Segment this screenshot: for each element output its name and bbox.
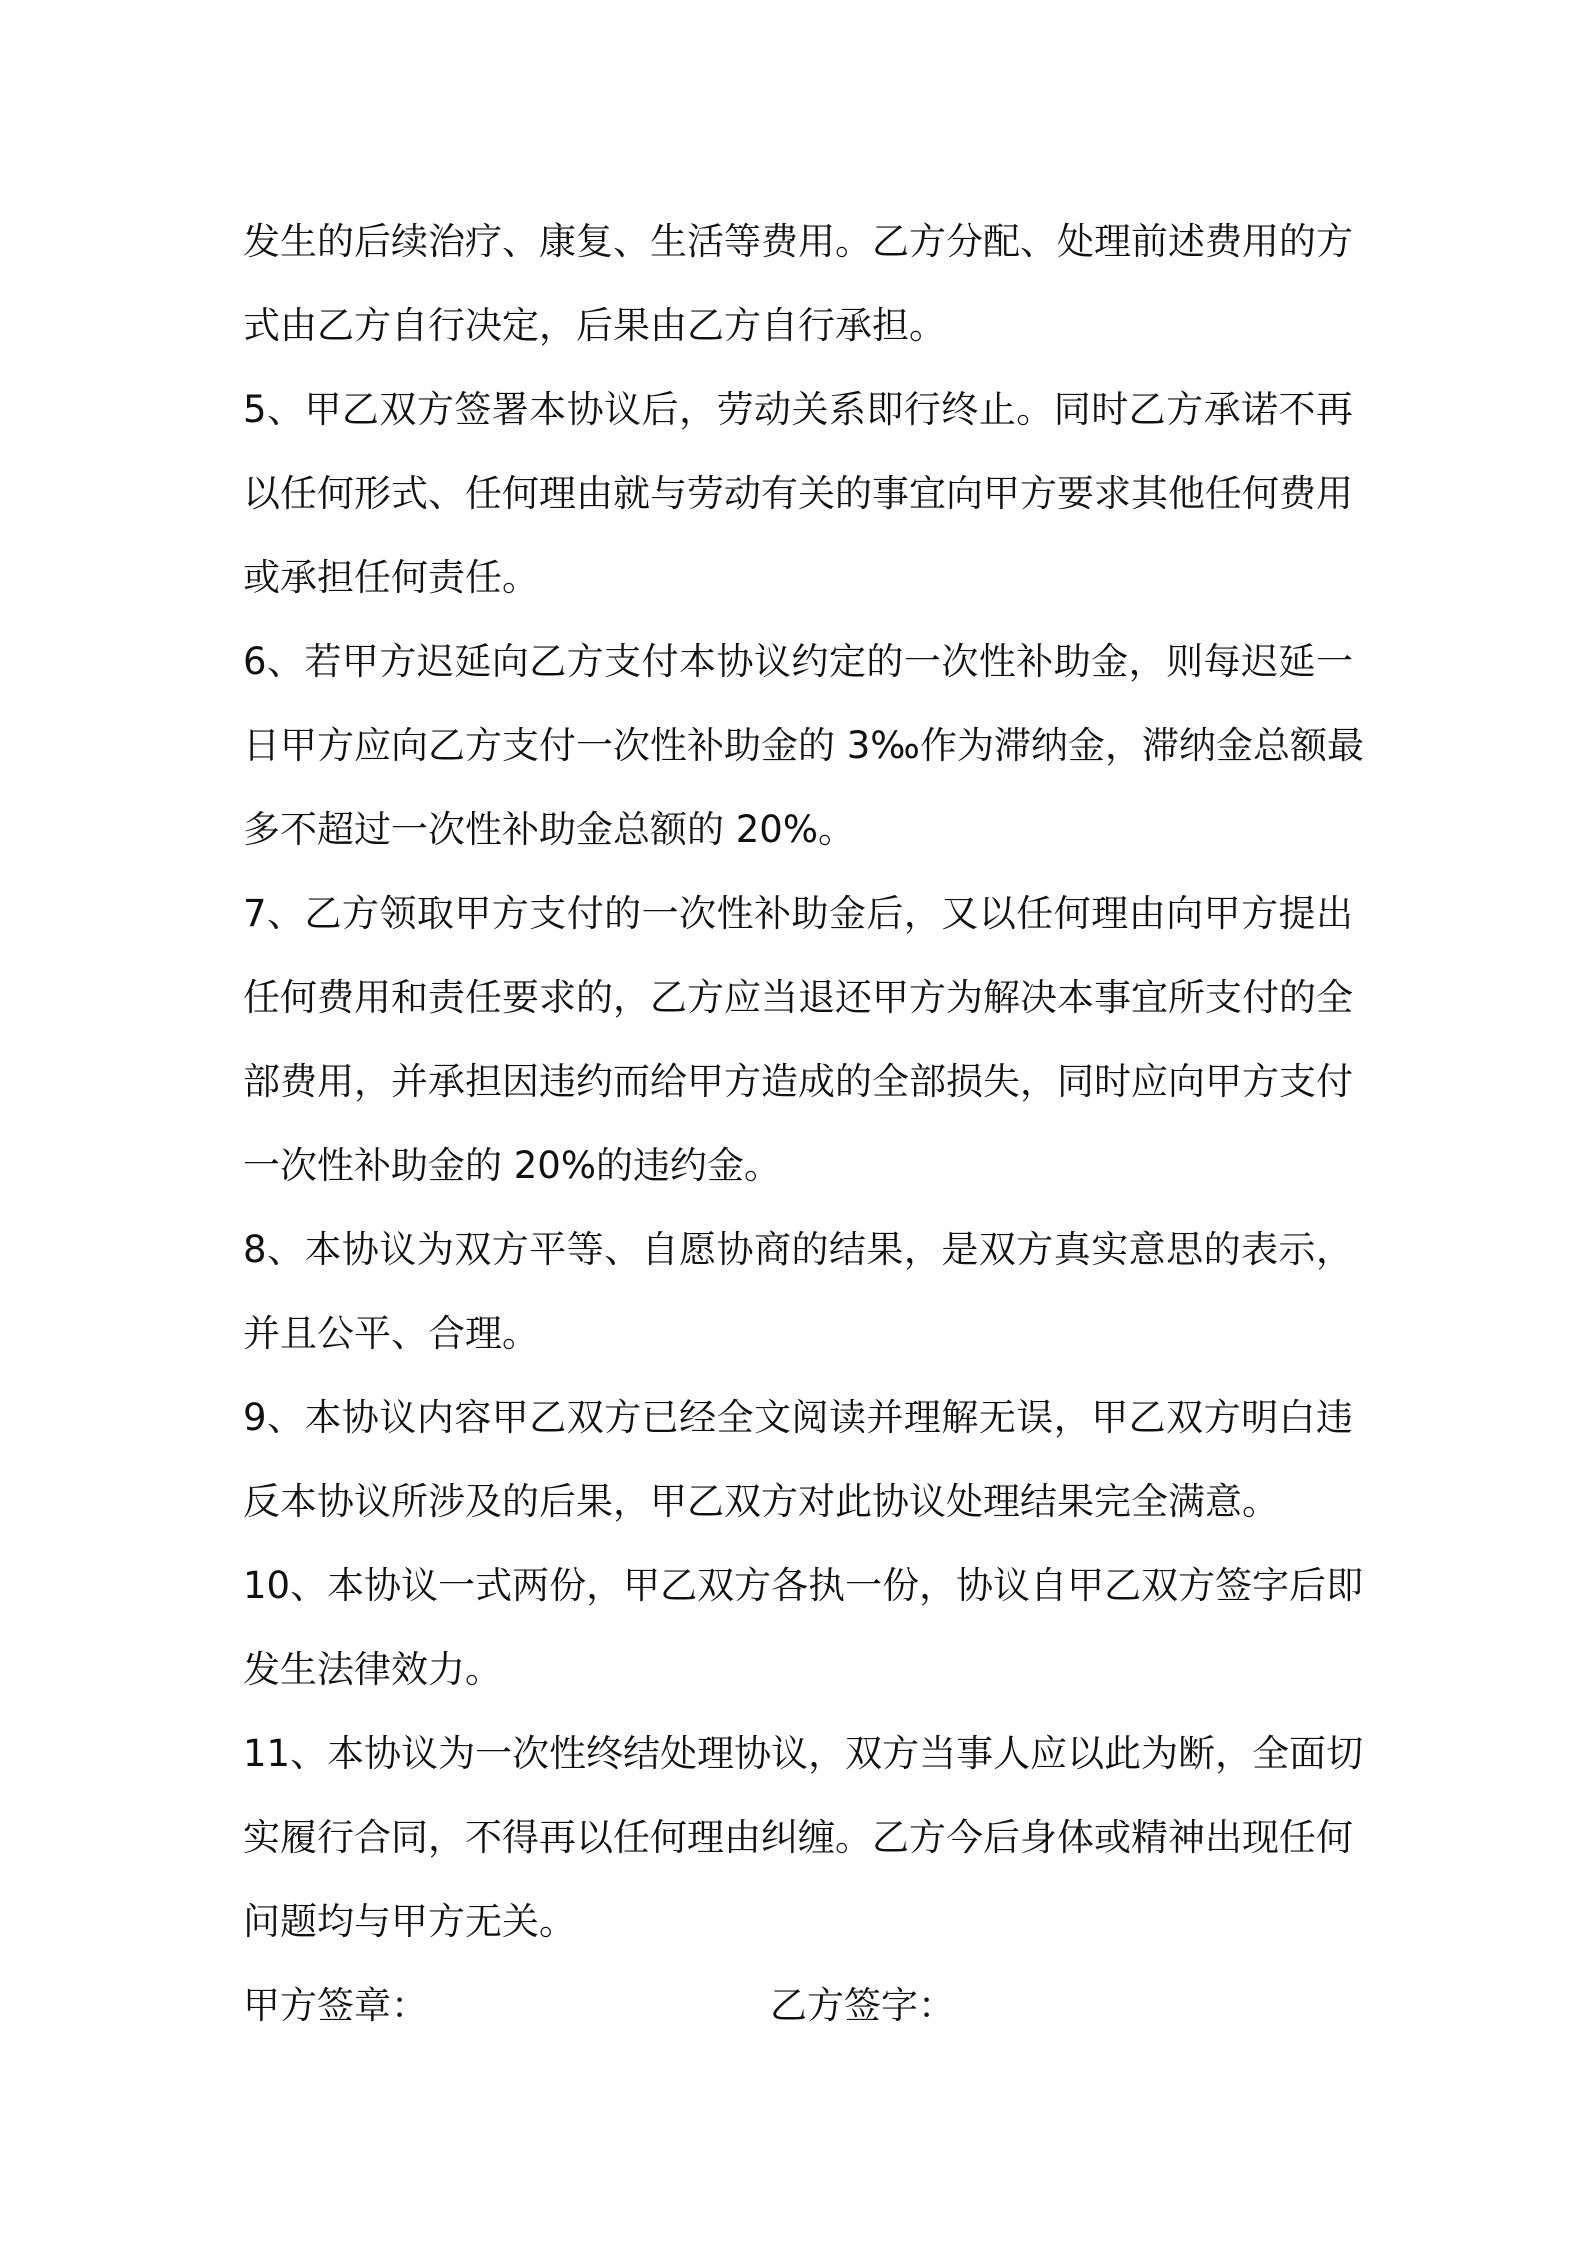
text-line: 式由乙方自行决定，后果由乙方自行承担。 [243, 304, 946, 347]
text-line: 6、若甲方迟延向乙方支付本协议约定的一次性补助金，则每迟延一 [243, 640, 1353, 683]
text-line: 发生法律效力。 [243, 1648, 502, 1691]
text-line: 日甲方应向乙方支付一次性补助金的 3‰作为滞纳金，滞纳金总额最 [243, 724, 1364, 767]
text-line: 反本协议所涉及的后果，甲乙双方对此协议处理结果完全满意。 [243, 1480, 1279, 1523]
text-line: 一次性补助金的 20%的违约金。 [243, 1144, 781, 1187]
text-line: 或承担任何责任。 [243, 556, 539, 599]
party-b-signature-label: 乙方签字： [770, 1984, 955, 2027]
paragraph-continuation [243, 200, 1353, 368]
text-line: 9、本协议内容甲乙双方已经全文阅读并理解无误，甲乙双方明白违 [243, 1396, 1353, 1439]
signature-row [243, 1964, 1353, 2048]
party-a-signature-label: 甲方签章： [243, 1984, 428, 2027]
text-line: 8、本协议为双方平等、自愿协商的结果，是双方真实意思的表示， [243, 1228, 1353, 1271]
text-line: 7、乙方领取甲方支付的一次性补助金后，又以任何理由向甲方提出 [243, 892, 1353, 935]
text-line: 发生的后续治疗、康复、生活等费用。乙方分配、处理前述费用的方 [243, 220, 1353, 263]
text-line: 11、本协议为一次性终结处理协议，双方当事人应以此为断，全面切 [243, 1732, 1364, 1775]
document-body [243, 200, 1364, 2048]
text-line: 实履行合同，不得再以任何理由纠缠。乙方今后身体或精神出现任何 [243, 1816, 1353, 1859]
text-line: 多不超过一次性补助金总额的 20%。 [243, 808, 855, 851]
text-line: 任何费用和责任要求的，乙方应当退还甲方为解决本事宜所支付的全 [243, 976, 1353, 1019]
clause-8 [243, 1208, 1353, 1376]
text-line: 10、本协议一式两份，甲乙双方各执一份，协议自甲乙双方签字后即 [243, 1564, 1364, 1607]
clause-9 [243, 1376, 1353, 1544]
text-line: 并且公平、合理。 [243, 1312, 539, 1355]
clause-11 [243, 1712, 1364, 1964]
text-line: 5、甲乙双方签署本协议后，劳动关系即行终止。同时乙方承诺不再 [243, 388, 1353, 431]
clause-5 [243, 368, 1353, 620]
clause-6 [243, 620, 1364, 872]
clause-7 [243, 872, 1353, 1208]
text-line: 部费用，并承担因违约而给甲方造成的全部损失，同时应向甲方支付 [243, 1060, 1353, 1103]
clause-10 [243, 1544, 1364, 1712]
text-line: 问题均与甲方无关。 [243, 1900, 576, 1943]
text-line: 以任何形式、任何理由就与劳动有关的事宜向甲方要求其他任何费用 [243, 472, 1353, 515]
